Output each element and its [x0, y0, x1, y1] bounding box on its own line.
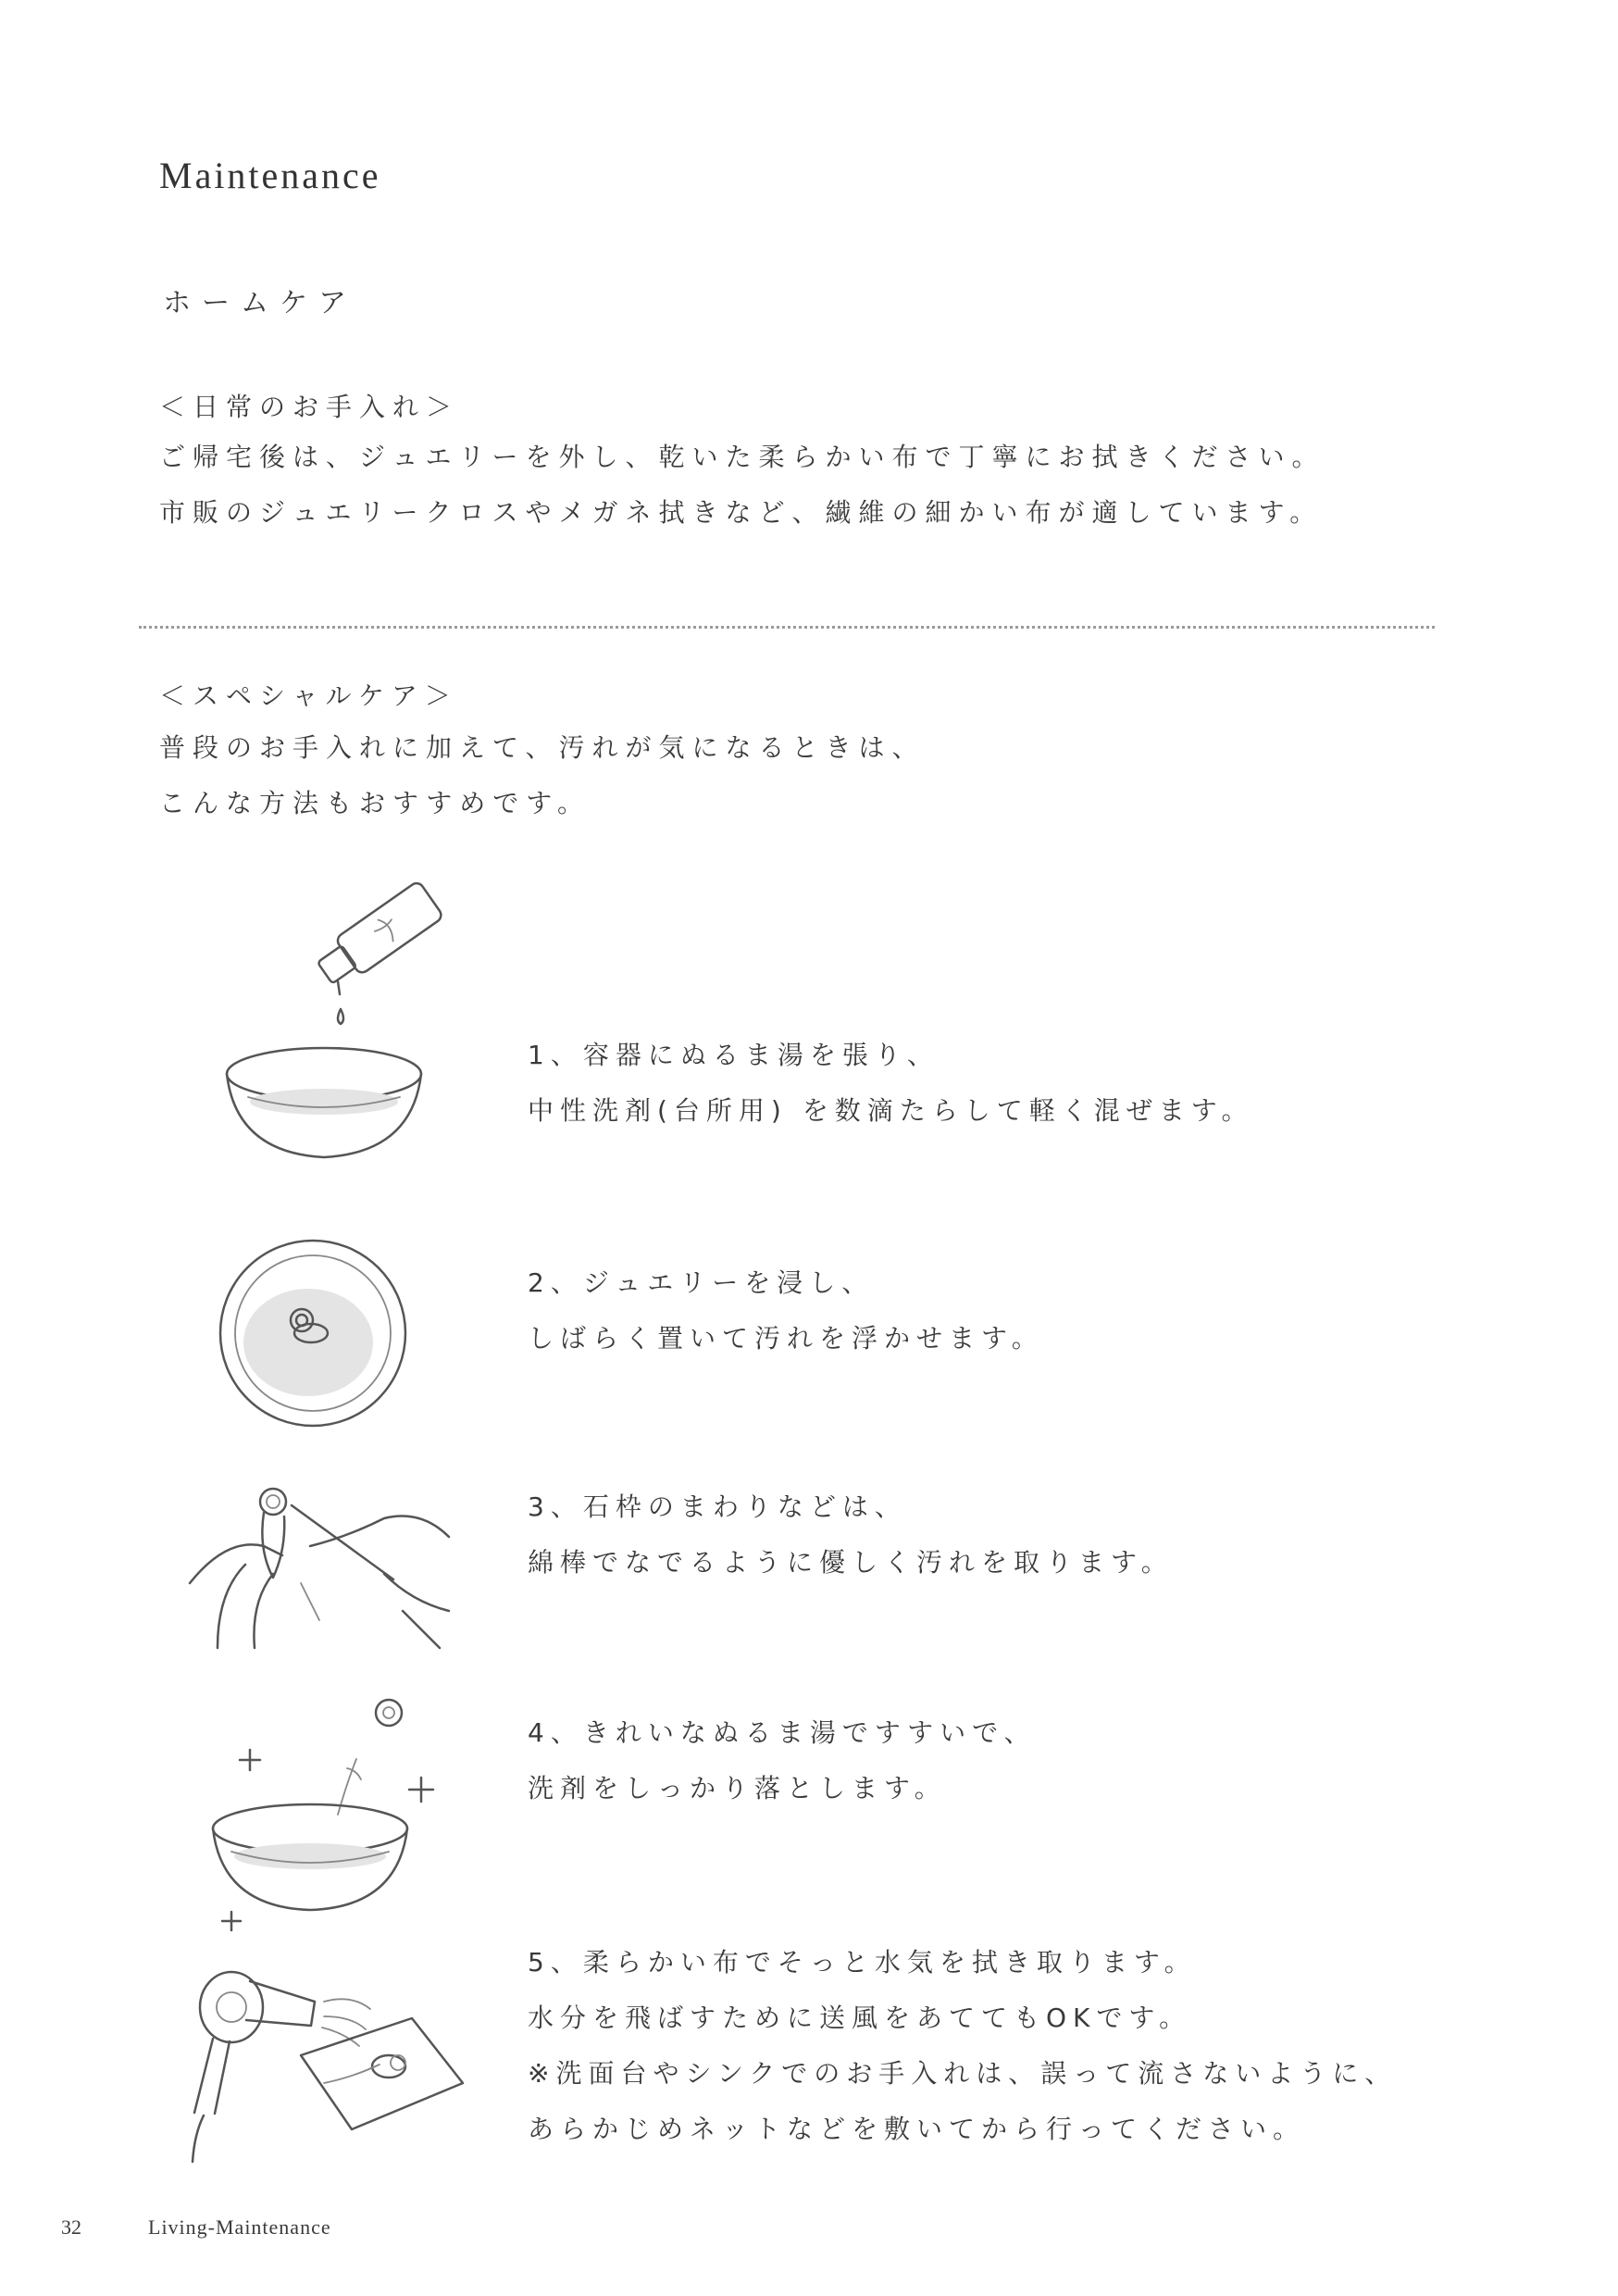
daily-care-text	[159, 430, 1325, 541]
step-5-text	[528, 1935, 1397, 2157]
daily-care-line: ご帰宅後は、ジュエリーを外し、乾いた柔らかい布で丁寧にお拭きください。	[159, 442, 1326, 472]
cotton-swab-cleaning-icon	[180, 1472, 467, 1657]
soaking-jewelry-icon	[211, 1231, 415, 1435]
step-line: 洗剤をしっかり落とします。	[528, 1773, 947, 1803]
page-number: 32	[61, 2215, 81, 2239]
step-line: 2、ジュエリーを浸し、	[528, 1267, 875, 1298]
rinsing-bowl-icon	[194, 1685, 444, 1935]
step-3-text	[528, 1479, 1174, 1591]
special-care-line: こんな方法もおすすめです。	[159, 788, 591, 818]
section-subtitle: ホームケア	[163, 287, 357, 319]
hair-dryer-icon	[176, 1953, 481, 2166]
special-care-heading: ＜スペシャルケア＞	[159, 680, 458, 711]
step-1-text	[528, 1028, 1254, 1139]
daily-care-heading: ＜日常のお手入れ＞	[159, 392, 460, 422]
page-title: Maintenance	[159, 155, 381, 196]
special-care-line: 普段のお手入れに加えて、汚れが気になるときは、	[159, 732, 926, 763]
step-line: ※洗面台やシンクでのお手入れは、誤って流さないように、	[528, 2058, 1398, 2089]
step-line: 4、きれいなぬるま湯ですすいで、	[528, 1717, 1037, 1748]
step-line: 5、柔らかい布でそっと水気を拭き取ります。	[528, 1947, 1197, 1978]
step-line: 水分を飛ばすために送風をあててもOKです。	[528, 2003, 1192, 2033]
step-4-text	[528, 1705, 1037, 1816]
step-line: あらかじめネットなどを敷いてから行ってください。	[528, 2114, 1306, 2144]
footer-section-label: Living-Maintenance	[148, 2215, 331, 2239]
step-line: 中性洗剤(台所用) を数滴たらして軽く混ぜます。	[528, 1095, 1254, 1126]
step-line: しばらく置いて汚れを浮かせます。	[528, 1323, 1044, 1354]
step-2-text	[528, 1255, 1044, 1366]
step-line: 綿棒でなでるように優しく汚れを取ります。	[528, 1547, 1174, 1578]
step-line: 1、容器にぬるま湯を張り、	[528, 1040, 940, 1070]
special-care-text	[159, 720, 925, 831]
step-line: 3、石枠のまわりなどは、	[528, 1491, 907, 1522]
detergent-bowl-icon	[204, 880, 481, 1176]
dotted-divider	[139, 626, 1435, 629]
daily-care-line: 市販のジュエリークロスやメガネ拭きなど、繊維の細かい布が適しています。	[159, 497, 1324, 528]
